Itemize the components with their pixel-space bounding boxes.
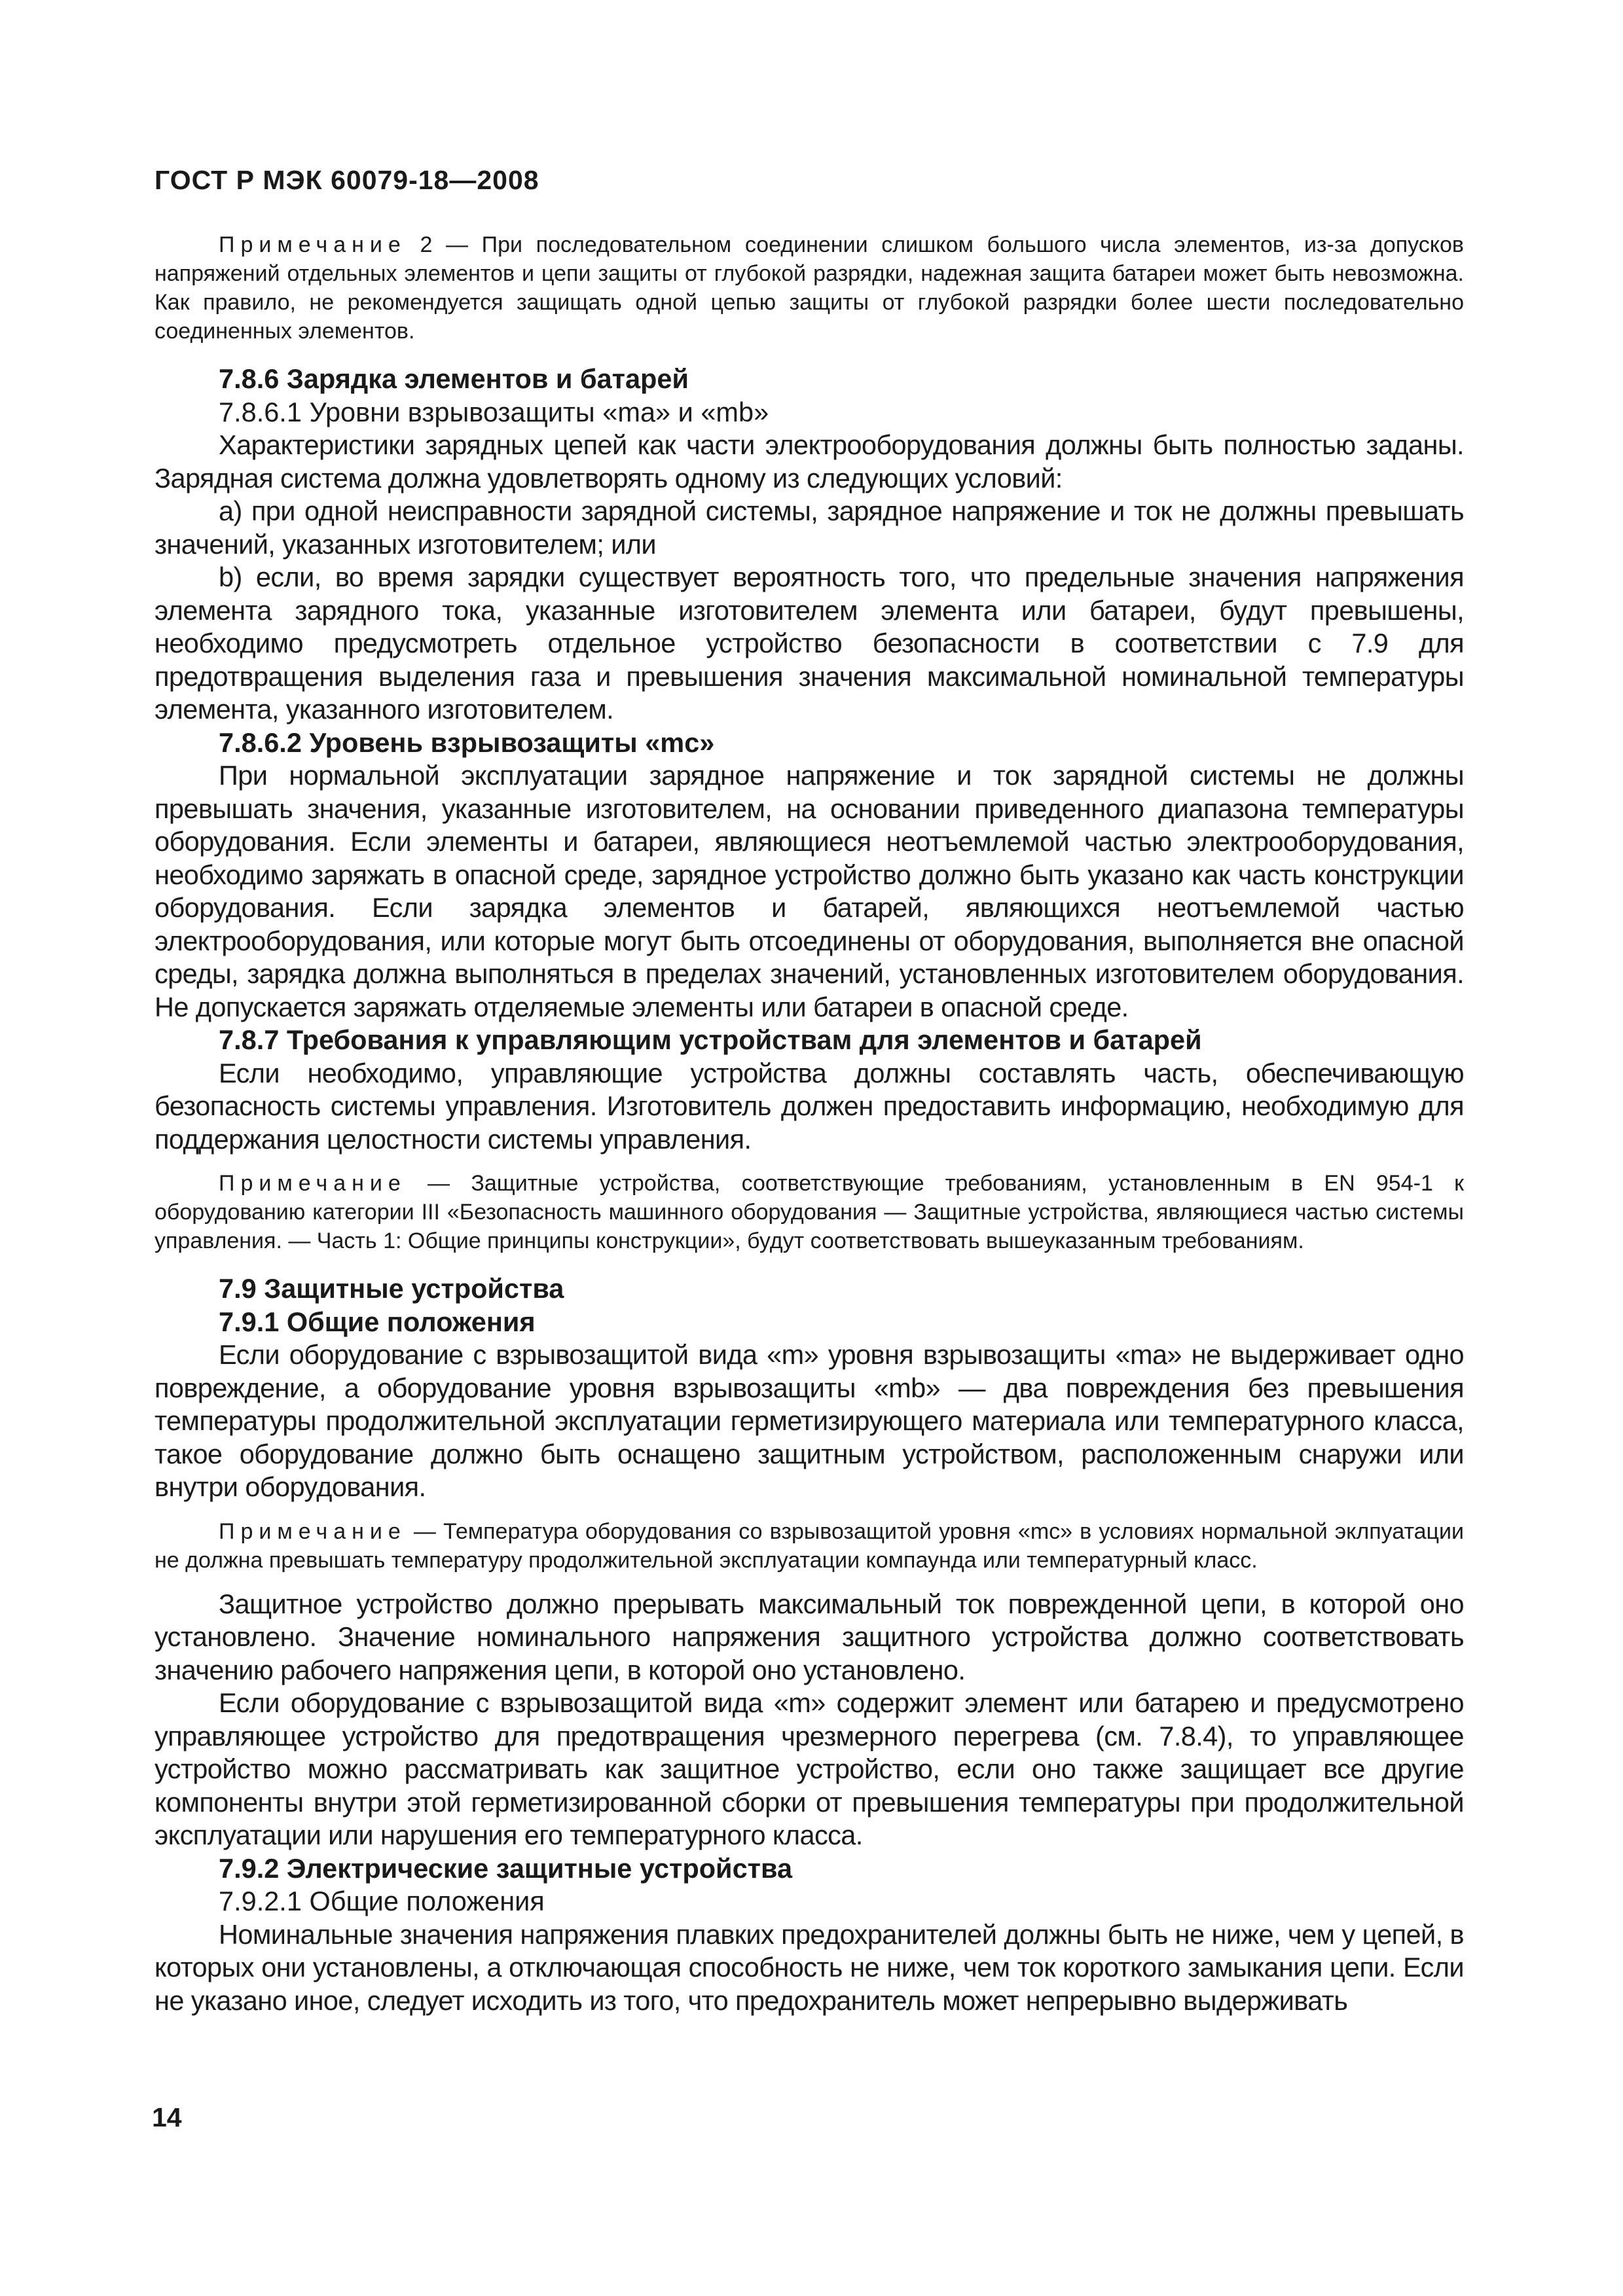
- page-content: [155, 230, 1464, 2017]
- section-7-8-6-heading: 7.8.6 Зарядка элементов и батарей: [219, 363, 689, 394]
- note-1-label: Примечание: [219, 232, 407, 257]
- note-3-label: Примечание: [219, 1518, 407, 1544]
- section-7-9-2-1-paragraph: Номинальные значения напряжения плавких предохранителей должны быть не ниже, чем у цепей, в которых они установлены, а отключающая способность не ниже, чем ток короткого замыкания цепи. Если не указано иное, следует исходить из того, что предохранитель может непрерывно выдерживать: [155, 1918, 1464, 2016]
- standard-header: ГОСТ Р МЭК 60079-18—2008: [155, 165, 539, 195]
- section-7-8-6-1-item-a: a) при одной неисправности зарядной системы, зарядное напряжение и ток не должны превышать значений, указанных изготовителем; или: [155, 495, 1464, 560]
- section-7-8-7-heading: 7.8.7 Требования к управляющим устройствам для элементов и батарей: [219, 1024, 1202, 1055]
- spacer: [155, 1504, 1464, 1517]
- section-7-8-6-1-paragraph: Характеристики зарядных цепей как части электрооборудования должны быть полностью заданы. Зарядная система должна удовлетворять одному из следующих условий:: [155, 429, 1464, 493]
- section-7-9-2-1-heading: 7.9.2.1 Общие положения: [219, 1886, 545, 1916]
- spacer: [155, 346, 1464, 363]
- note-1: [155, 230, 1464, 346]
- section-7-9-1-paragraph-1: Если оборудование с взрывозащитой вида «m» уровня взрывозащиты «ma» не выдерживает одно повреждение, а оборудование уровня взрывозащиты «mb» — два повреждения без превышения температуры продолжительной эксплуатации герметизирующего материала или температурного класса, такое оборудование должно быть оснащено защитным устройством, расположенным снаружи или внутри оборудования.: [155, 1339, 1464, 1502]
- section-7-9-1-paragraph-3: Если оборудование с взрывозащитой вида «m» содержит элемент или батарею и предусмотрено управляющее устройство для предотвращения чрезмерного перегрева (см. 7.8.4), то управляющее устройство можно рассматривать как защитное устройство, если оно также защищает все другие компоненты внутри этой герметизированной сборки от превышения температуры при продолжительной эксплуатации или нарушения его температурного класса.: [155, 1687, 1464, 1850]
- section-7-8-6-2-paragraph: При нормальной эксплуатации зарядное напряжение и ток зарядной системы не должны превышать значения, указанные изготовителем, на основании приведенного диапазона температуры оборудования. Если элементы и батареи, являющиеся неотъемлемой частью электрооборудования, необходимо заряжать в опасной среде, зарядное устройство должно быть указано как часть конструкции оборудования. Если зарядка элементов и батарей, являющихся неотъемлемой частью электрооборудования, или которые могут быть отсоединены от оборудования, выполняется вне опасной среды, зарядка должна выполняться в пределах значений, установленных изготовителем оборудования. Не допускается заряжать отделяемые элементы или батареи в опасной среде.: [155, 760, 1464, 1022]
- note-2: [155, 1169, 1464, 1255]
- note-3-text: — Температура оборудования со взрывозащитой уровня «mc» в условиях нормальной эклпуатации не должна превышать температуру продолжительной эксплуатации компаунда или температурный класс.: [155, 1518, 1464, 1573]
- section-7-9-1-heading: 7.9.1 Общие положения: [219, 1306, 536, 1337]
- spacer: [155, 1156, 1464, 1169]
- section-7-8-6-1-heading: 7.8.6.1 Уровни взрывозащиты «ma» и «mb»: [219, 396, 769, 427]
- section-7-9-2-heading: 7.9.2 Электрические защитные устройства: [219, 1852, 793, 1884]
- section-7-9-1-paragraph-2: Защитное устройство должно прерывать максимальный ток поврежденной цепи, в которой оно установлено. Значение номинального напряжения защитного устройства должно соответствовать значению рабочего напряжения цепи, в которой оно установлено.: [155, 1588, 1464, 1685]
- note-3: [155, 1517, 1464, 1575]
- note-2-label: Примечание: [219, 1171, 407, 1196]
- section-7-9-heading: 7.9 Защитные устройства: [219, 1273, 564, 1304]
- page-number: 14: [152, 2102, 182, 2132]
- note-2-text: — Защитные устройства, соответствующие требованиям, установленным в EN 954-1 к оборудованию категории III «Безопасность машинного оборудования — Защитные устройства, являющиеся частью системы управления. — Часть 1: Общие принципы конструкции», будут соответствовать вышеуказанным требованиям.: [155, 1171, 1464, 1253]
- spacer: [155, 1255, 1464, 1272]
- spacer: [155, 1575, 1464, 1588]
- section-7-8-6-2-heading: 7.8.6.2 Уровень взрывозащиты «mc»: [219, 726, 715, 758]
- section-7-8-6-1-item-b: b) если, во время зарядки существует вероятность того, что предельные значения напряжения элемента зарядного тока, указанные изготовителем элемента или батареи, будут превышены, необходимо предусмотреть отдельное устройство безопасности в соответствии с 7.9 для предотвращения выделения газа и превышения значения максимальной номинальной температуры элемента, указанного изготовителем.: [155, 562, 1464, 725]
- section-7-8-7-paragraph: Если необходимо, управляющие устройства должны составлять часть, обеспечивающую безопасность системы управления. Изготовитель должен предоставить информацию, необходимую для поддержания целостности системы управления.: [155, 1057, 1464, 1155]
- note-1-text: 2 — При последовательном соединении слишком большого числа элементов, из-за допусков напряжений отдельных элементов и цепи защиты от глубокой разрядки, надежная защита батареи может быть невозможна. Как правило, не рекомендуется защищать одной цепью защиты от глубокой разрядки более шести последовательно соединенных элементов.: [155, 232, 1464, 344]
